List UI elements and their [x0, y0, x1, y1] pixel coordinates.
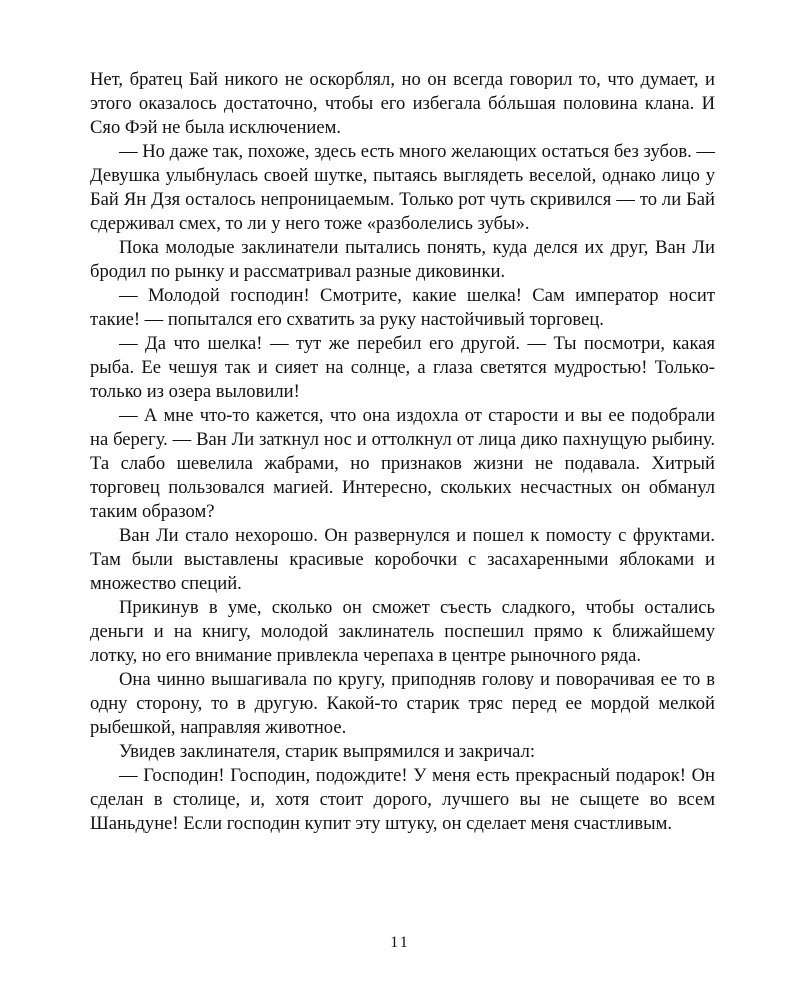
paragraph-10: Увидев заклинателя, старик выпрямился и закричал: [119, 741, 536, 762]
paragraph-4: — Молодой господин! Смотрите, какие шелка! Сам император носит такие! — попытался его схватить за руку настойчивый торговец. [90, 285, 715, 330]
paragraph-3: Пока молодые заклинатели пытались понять, куда делся их друг, Ван Ли бродил по рынку и рассматривал разные диковинки. [90, 237, 715, 282]
paragraph-11: — Господин! Господин, подождите! У меня есть прекрасный подарок! Он сделан в столице, и, хотя стоит дорого, лучшего вы не сыщете во всем Шаньдуне! Если господин купит эту штуку, он сделает меня счастливым. [90, 765, 715, 834]
paragraph-7: Ван Ли стало нехорошо. Он развернулся и пошел к помосту с фруктами. Там были выставлены красивые коробочки с засахаренными яблоками и множество специй. [90, 525, 715, 594]
paragraph-9: Она чинно вышагивала по кругу, приподняв голову и поворачивая ее то в одну сторону, то в другую. Какой-то старик тряс перед ее мордой мелкой рыбешкой, направляя животное. [90, 669, 715, 738]
page-number: 11 [390, 934, 410, 951]
paragraph-2: — Но даже так, похоже, здесь есть много желающих остаться без зубов. — Девушка улыбнулась своей шутке, пытаясь выглядеть веселой, однако лицо у Бай Ян Дзя осталось непроницаемым. Только рот чуть скривился — то ли Бай сдерживал смех, то ли у него тоже «разболелись зубы». [90, 141, 715, 234]
paragraph-8: Прикинув в уме, сколько он сможет съесть сладкого, чтобы остались деньги и на книгу, молодой заклинатель поспешил прямо к ближайшему лотку, но его внимание привлекла черепаха в центре рыночного ряда. [90, 597, 715, 666]
page-body-text [90, 68, 715, 836]
paragraph-1: Нет, братец Бай никого не оскорблял, но он всегда говорил то, что думает, и этого оказалось достаточно, чтобы его избегала бóльшая половина клана. И Сяо Фэй не была исключением. [90, 69, 715, 138]
paragraph-6: — А мне что-то кажется, что она издохла от старости и вы ее подобрали на берегу. — Ван Ли заткнул нос и оттолкнул от лица дико пахнущую рыбину. Та слабо шевелила жабрами, но признаков жизни не подавала. Хитрый торговец пользовался магией. Интересно, скольких несчастных он обманул таким образом? [90, 405, 715, 522]
paragraph-5: — Да что шелка! — тут же перебил его другой. — Ты посмотри, какая рыба. Ее чешуя так и сияет на солнце, а глаза светятся мудростью! Только-только из озера выловили! [90, 333, 715, 402]
